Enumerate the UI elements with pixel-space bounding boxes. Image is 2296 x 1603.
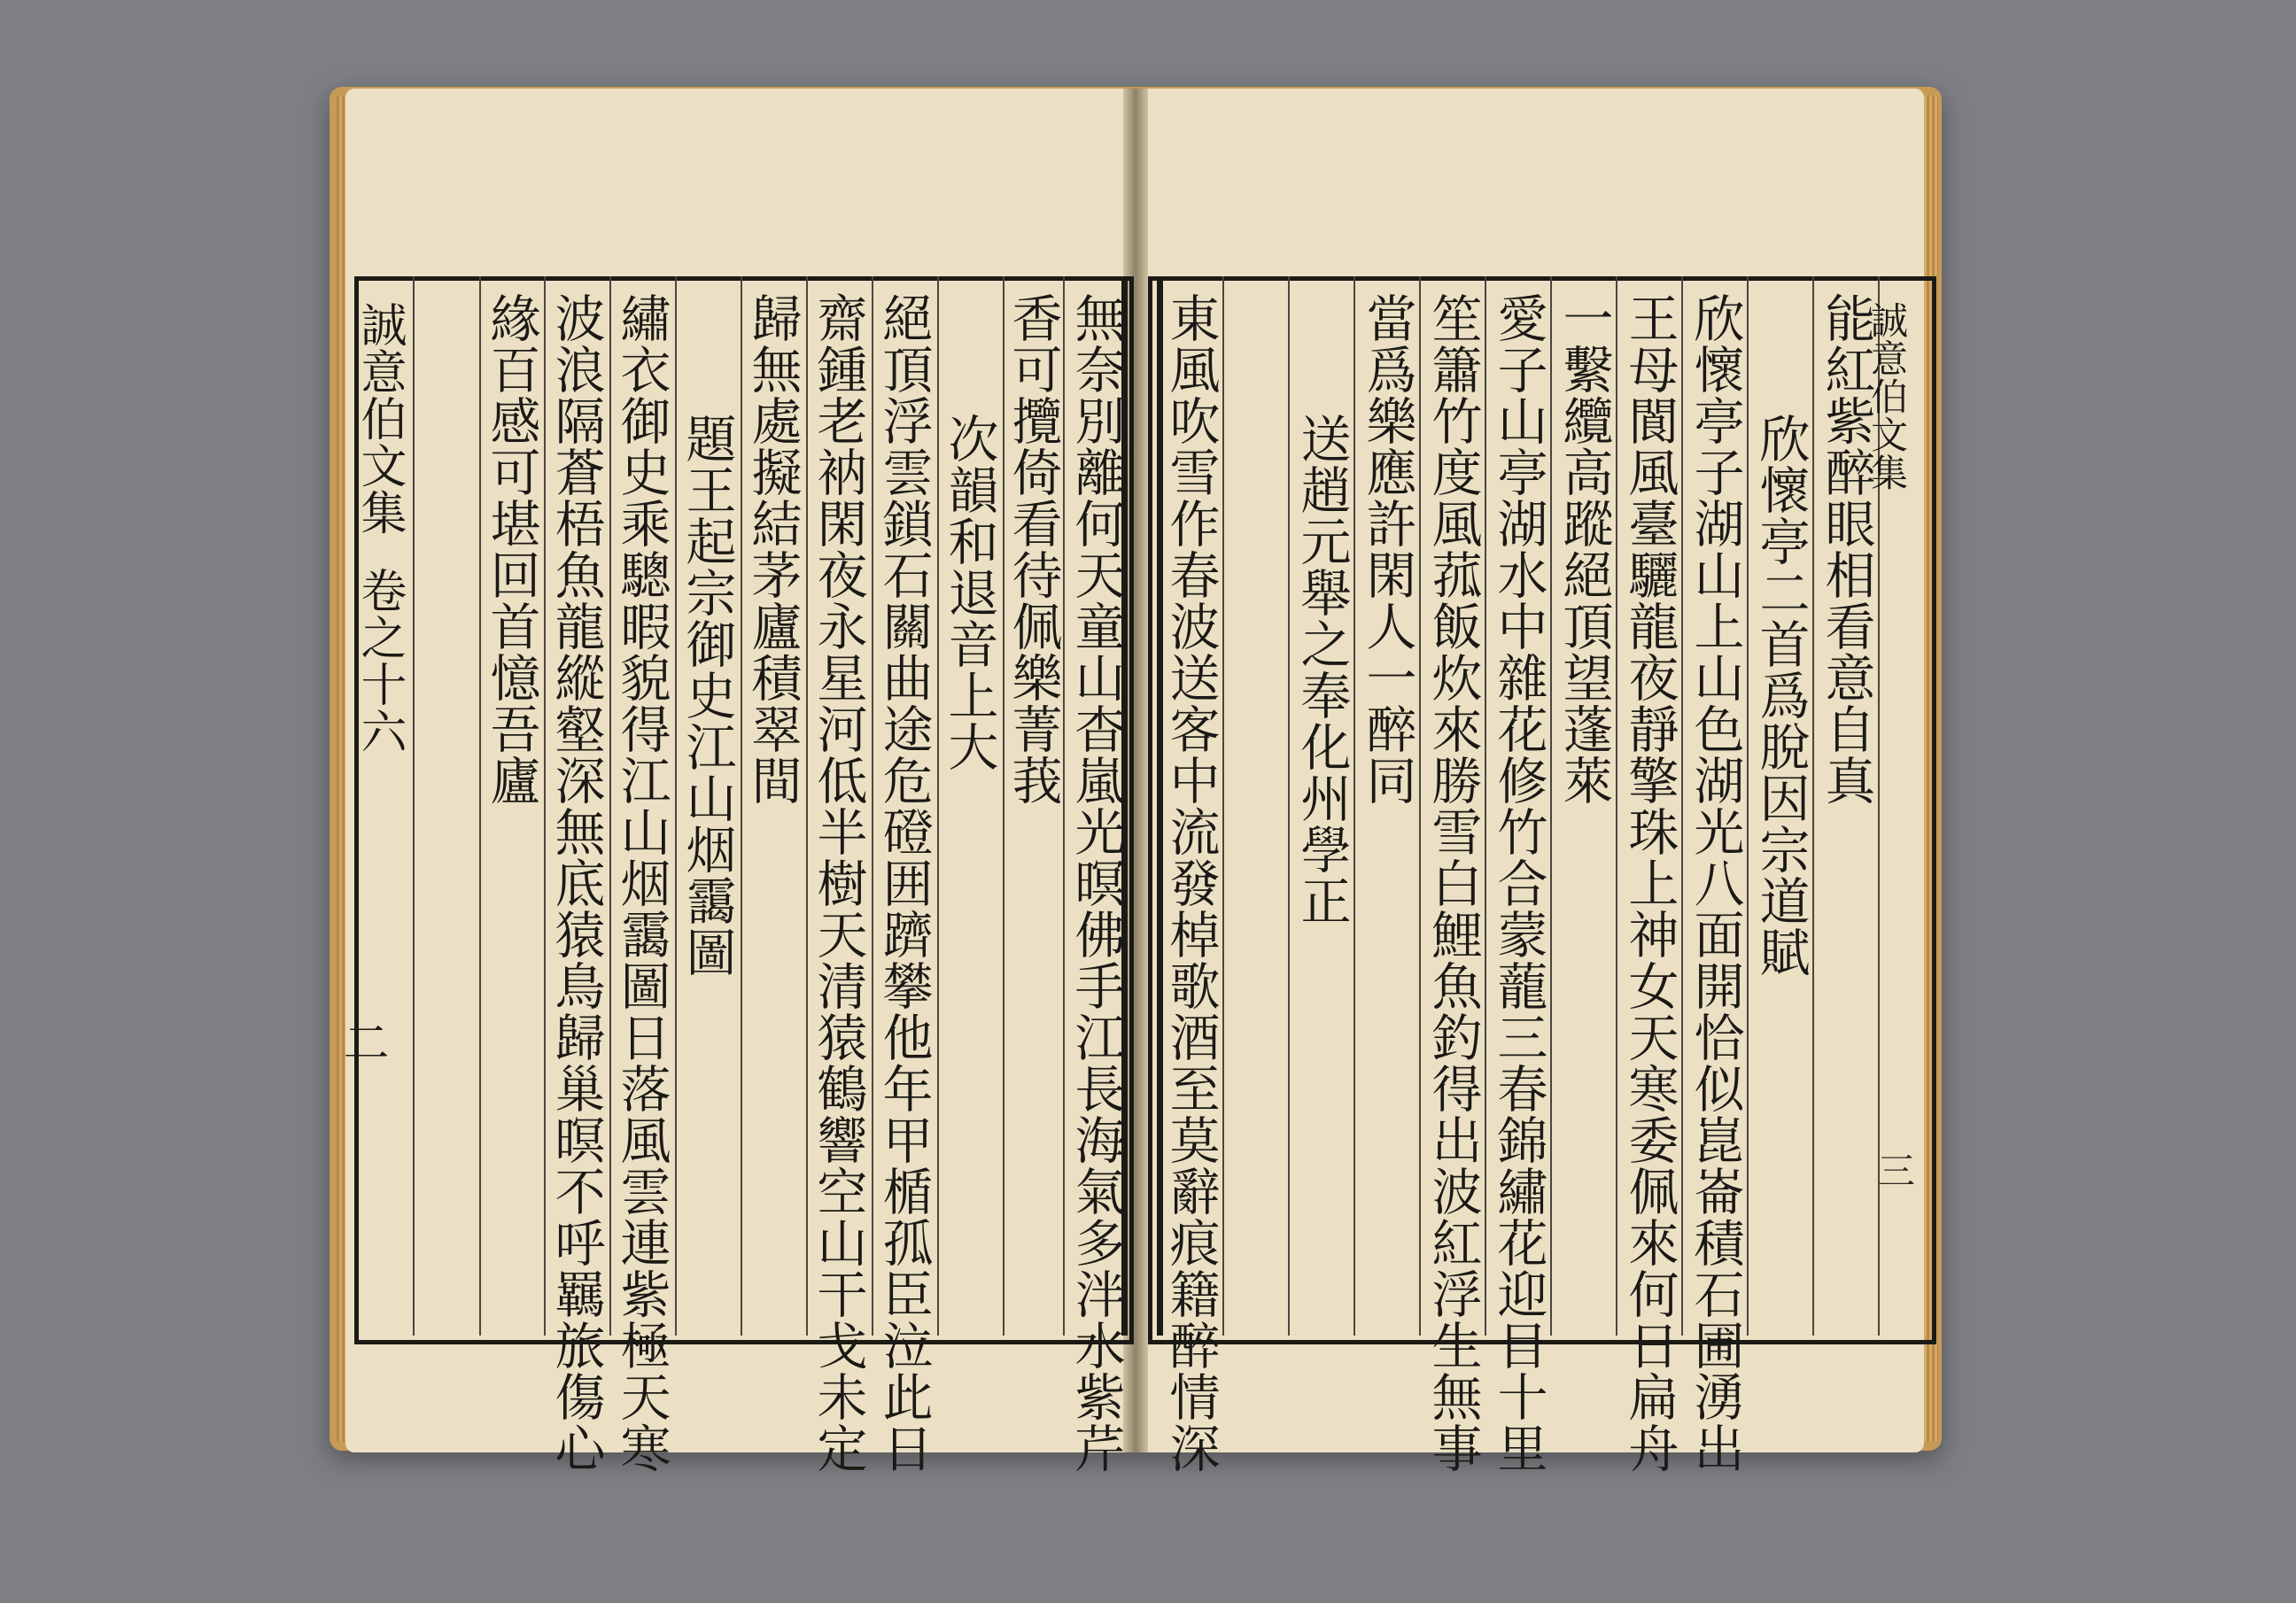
column-rule [1616, 276, 1617, 1336]
column-rule [1419, 276, 1421, 1336]
text-column: 緣百感可堪回首憶吾廬 [482, 292, 540, 806]
column-rule [1747, 276, 1749, 1336]
poem-title: 次韻和退音上大 [940, 413, 998, 772]
left-chapter-label: 卷之十六 [353, 567, 406, 755]
poem-title: 送趙元舉之奉化州學正 [1292, 413, 1351, 926]
left-page-number: 二 [335, 1018, 388, 1065]
left-margin-title: 誠意伯文集 [353, 301, 406, 536]
text-column: 齋鍾老衲閑夜永星河低半樹天清猿鶴響空山干戈未定 [809, 292, 867, 1474]
text-column: 欣懷亭子湖山上山色湖光八面開恰似崑崙積石圃湧出 [1686, 292, 1744, 1474]
text-column: 東風吹雪作春波送客中流發棹歌酒至莫辭痕籍醉情深 [1161, 292, 1220, 1474]
text-column: 波浪隔蒼梧魚龍縱壑深無底猿鳥歸巢暝不呼羈旅傷心 [547, 292, 605, 1474]
right-margin-title: 誠意伯文集 [1866, 301, 1909, 492]
column-rule [1812, 276, 1814, 1336]
column-rule [413, 276, 415, 1336]
text-column: 繡衣御史乘驄暇貌得江山烟靄圖日落風雲連紫極天寒 [612, 292, 671, 1474]
column-rule [1222, 276, 1224, 1336]
column-rule [1485, 276, 1486, 1336]
text-column: 絕頂浮雲鎖石關曲途危磴囲躋攀他年甲楯孤臣泣此日 [874, 292, 933, 1474]
right-page-number: 三 [1873, 1151, 1916, 1189]
poem-title: 欣懷亭二首爲脫因宗道賦 [1751, 413, 1810, 978]
text-column: 當爲樂應許閑人一醉同 [1358, 292, 1416, 806]
column-rule [1063, 276, 1065, 1336]
poem-title: 題王起宗御史江山烟靄圖 [678, 413, 736, 978]
text-column: 能紅紫醉眼相看意自真 [1817, 292, 1875, 806]
text-column: 笙簫竹度風菰飯炊來勝雪白鯉魚釣得出波紅浮生無事 [1423, 292, 1482, 1474]
text-column: 歸無處擬結茅廬積翠間 [743, 292, 802, 806]
text-column: 愛子山亭湖水中雜花修竹合蒙蘢三春錦繡花迎目十里 [1489, 292, 1547, 1474]
text-column: 無奈別離何天童山杳嵐光暝佛手江長海氣多泮水紫芹 [1067, 292, 1125, 1474]
column-rule [1354, 276, 1355, 1336]
column-rule [1288, 276, 1290, 1336]
text-column: 王母閬風臺驪龍夜靜擎珠上神女天寒委佩來何日扁舟 [1620, 292, 1679, 1474]
column-rule [1550, 276, 1552, 1336]
column-rule [1681, 276, 1683, 1336]
text-column: 一繫纜高蹤絕頂望蓬萊 [1555, 292, 1613, 806]
text-column: 香可攬倚看待佩樂菁莪 [1004, 292, 1062, 806]
